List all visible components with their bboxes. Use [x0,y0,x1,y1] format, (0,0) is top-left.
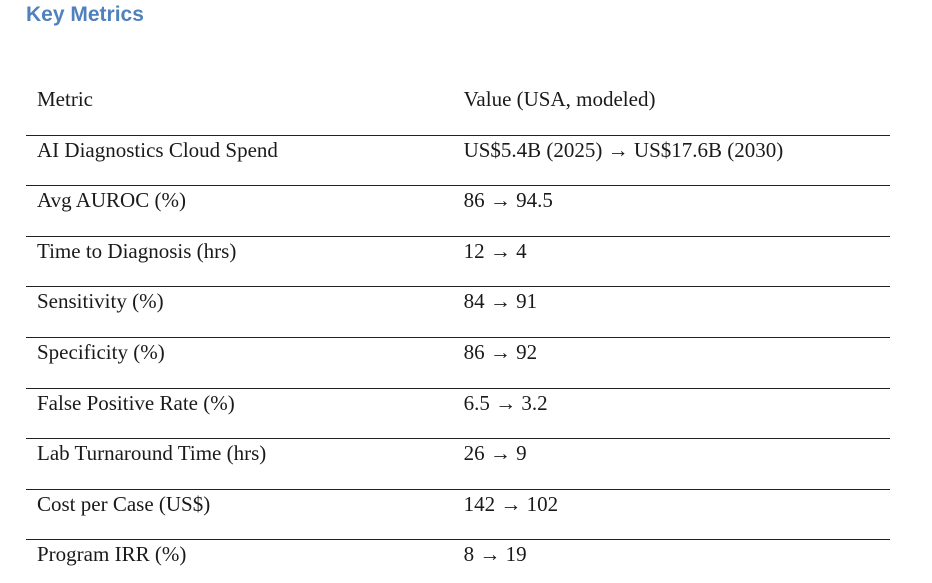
metric-cell: AI Diagnostics Cloud Spend [37,137,278,162]
value-cell: 86 → 94.5 [463,188,553,213]
table-row [26,490,890,541]
value-cell: US$5.4B (2025) → US$17.6B (2030) [463,137,784,162]
table-row [26,287,890,338]
value-cell: 84 → 91 [463,289,538,314]
table-header-row [26,85,890,136]
metric-cell: Time to Diagnosis (hrs) [37,238,237,263]
value-cell: 8 → 19 [463,542,527,567]
value-cell: 142 → 102 [463,491,559,516]
metric-cell: Cost per Case (US$) [37,491,211,516]
metrics-table [26,85,890,583]
section-heading: Key Metrics [26,3,144,26]
column-header-metric: Metric [37,87,93,111]
table-row [26,237,890,288]
column-header-value: Value (USA, modeled) [463,87,656,111]
table-row [26,338,890,389]
metric-cell: Program IRR (%) [37,542,187,567]
metric-cell: Specificity (%) [37,339,165,364]
table-row [26,439,890,490]
value-cell: 12 → 4 [463,238,527,263]
table-row [26,540,890,583]
metric-cell: Lab Turnaround Time (hrs) [37,441,267,466]
metric-cell: Avg AUROC (%) [37,188,186,213]
metric-cell: Sensitivity (%) [37,289,164,314]
table-row [26,186,890,237]
table-row [26,389,890,440]
value-cell: 6.5 → 3.2 [463,390,548,415]
table-row [26,136,890,187]
value-cell: 86 → 92 [463,339,538,364]
metric-cell: False Positive Rate (%) [37,390,235,415]
value-cell: 26 → 9 [463,441,527,466]
